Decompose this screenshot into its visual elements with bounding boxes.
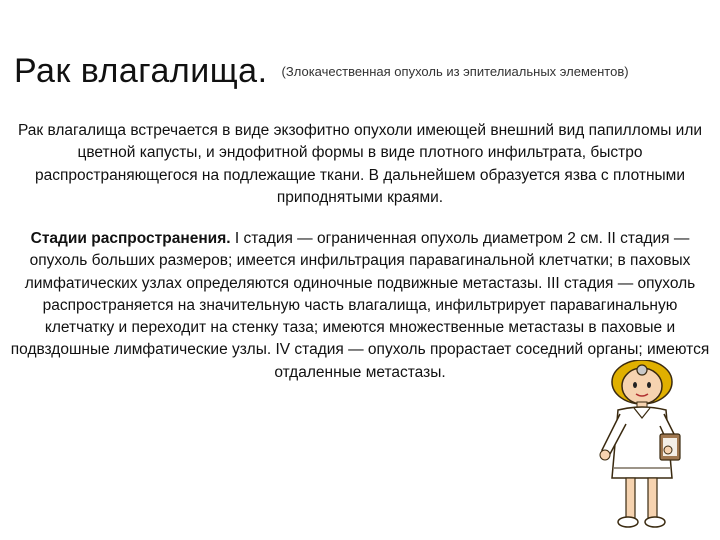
slide-subtitle: (Злокачественная опухоль из эпителиальных элементов): [281, 64, 629, 79]
stages-text: I стадия — ограниченная опухоль диаметром 2 см. II стадия — опухоль больших размеров; имеется инфильтрация паравагинальной клетчатки; в паховых лимфатических узлах определяются одиночные подвижные метастазы. III стадия — опухоль распространяется на значительную часть влагалища, инфильтрирует паравагинальную клетчатку и переходит на стенку таза; имеются множественные метастазы в паховые и подвздошные лимфатические узлы. IV стадия — опухоль прорастает соседний органы; имеются отдаленные метастазы.: [10, 230, 710, 381]
title-line: [14, 52, 714, 91]
slide-title: Рак влагалища.: [14, 52, 268, 90]
nurse-clipart-icon: [590, 360, 700, 535]
head-mirror: [637, 365, 647, 375]
stages-heading: Стадии распространения.: [30, 230, 231, 247]
description-paragraph: Рак влагалища встречается в виде экзофитно опухоли имеющей внешний вид папилломы или цветной капусты, и эндофитной формы в виде плотного инфильтрата, быстро распространяющегося на подлежащие ткани. В дальнейшем образуется язва с плотными приподнятыми краями.: [17, 122, 703, 206]
